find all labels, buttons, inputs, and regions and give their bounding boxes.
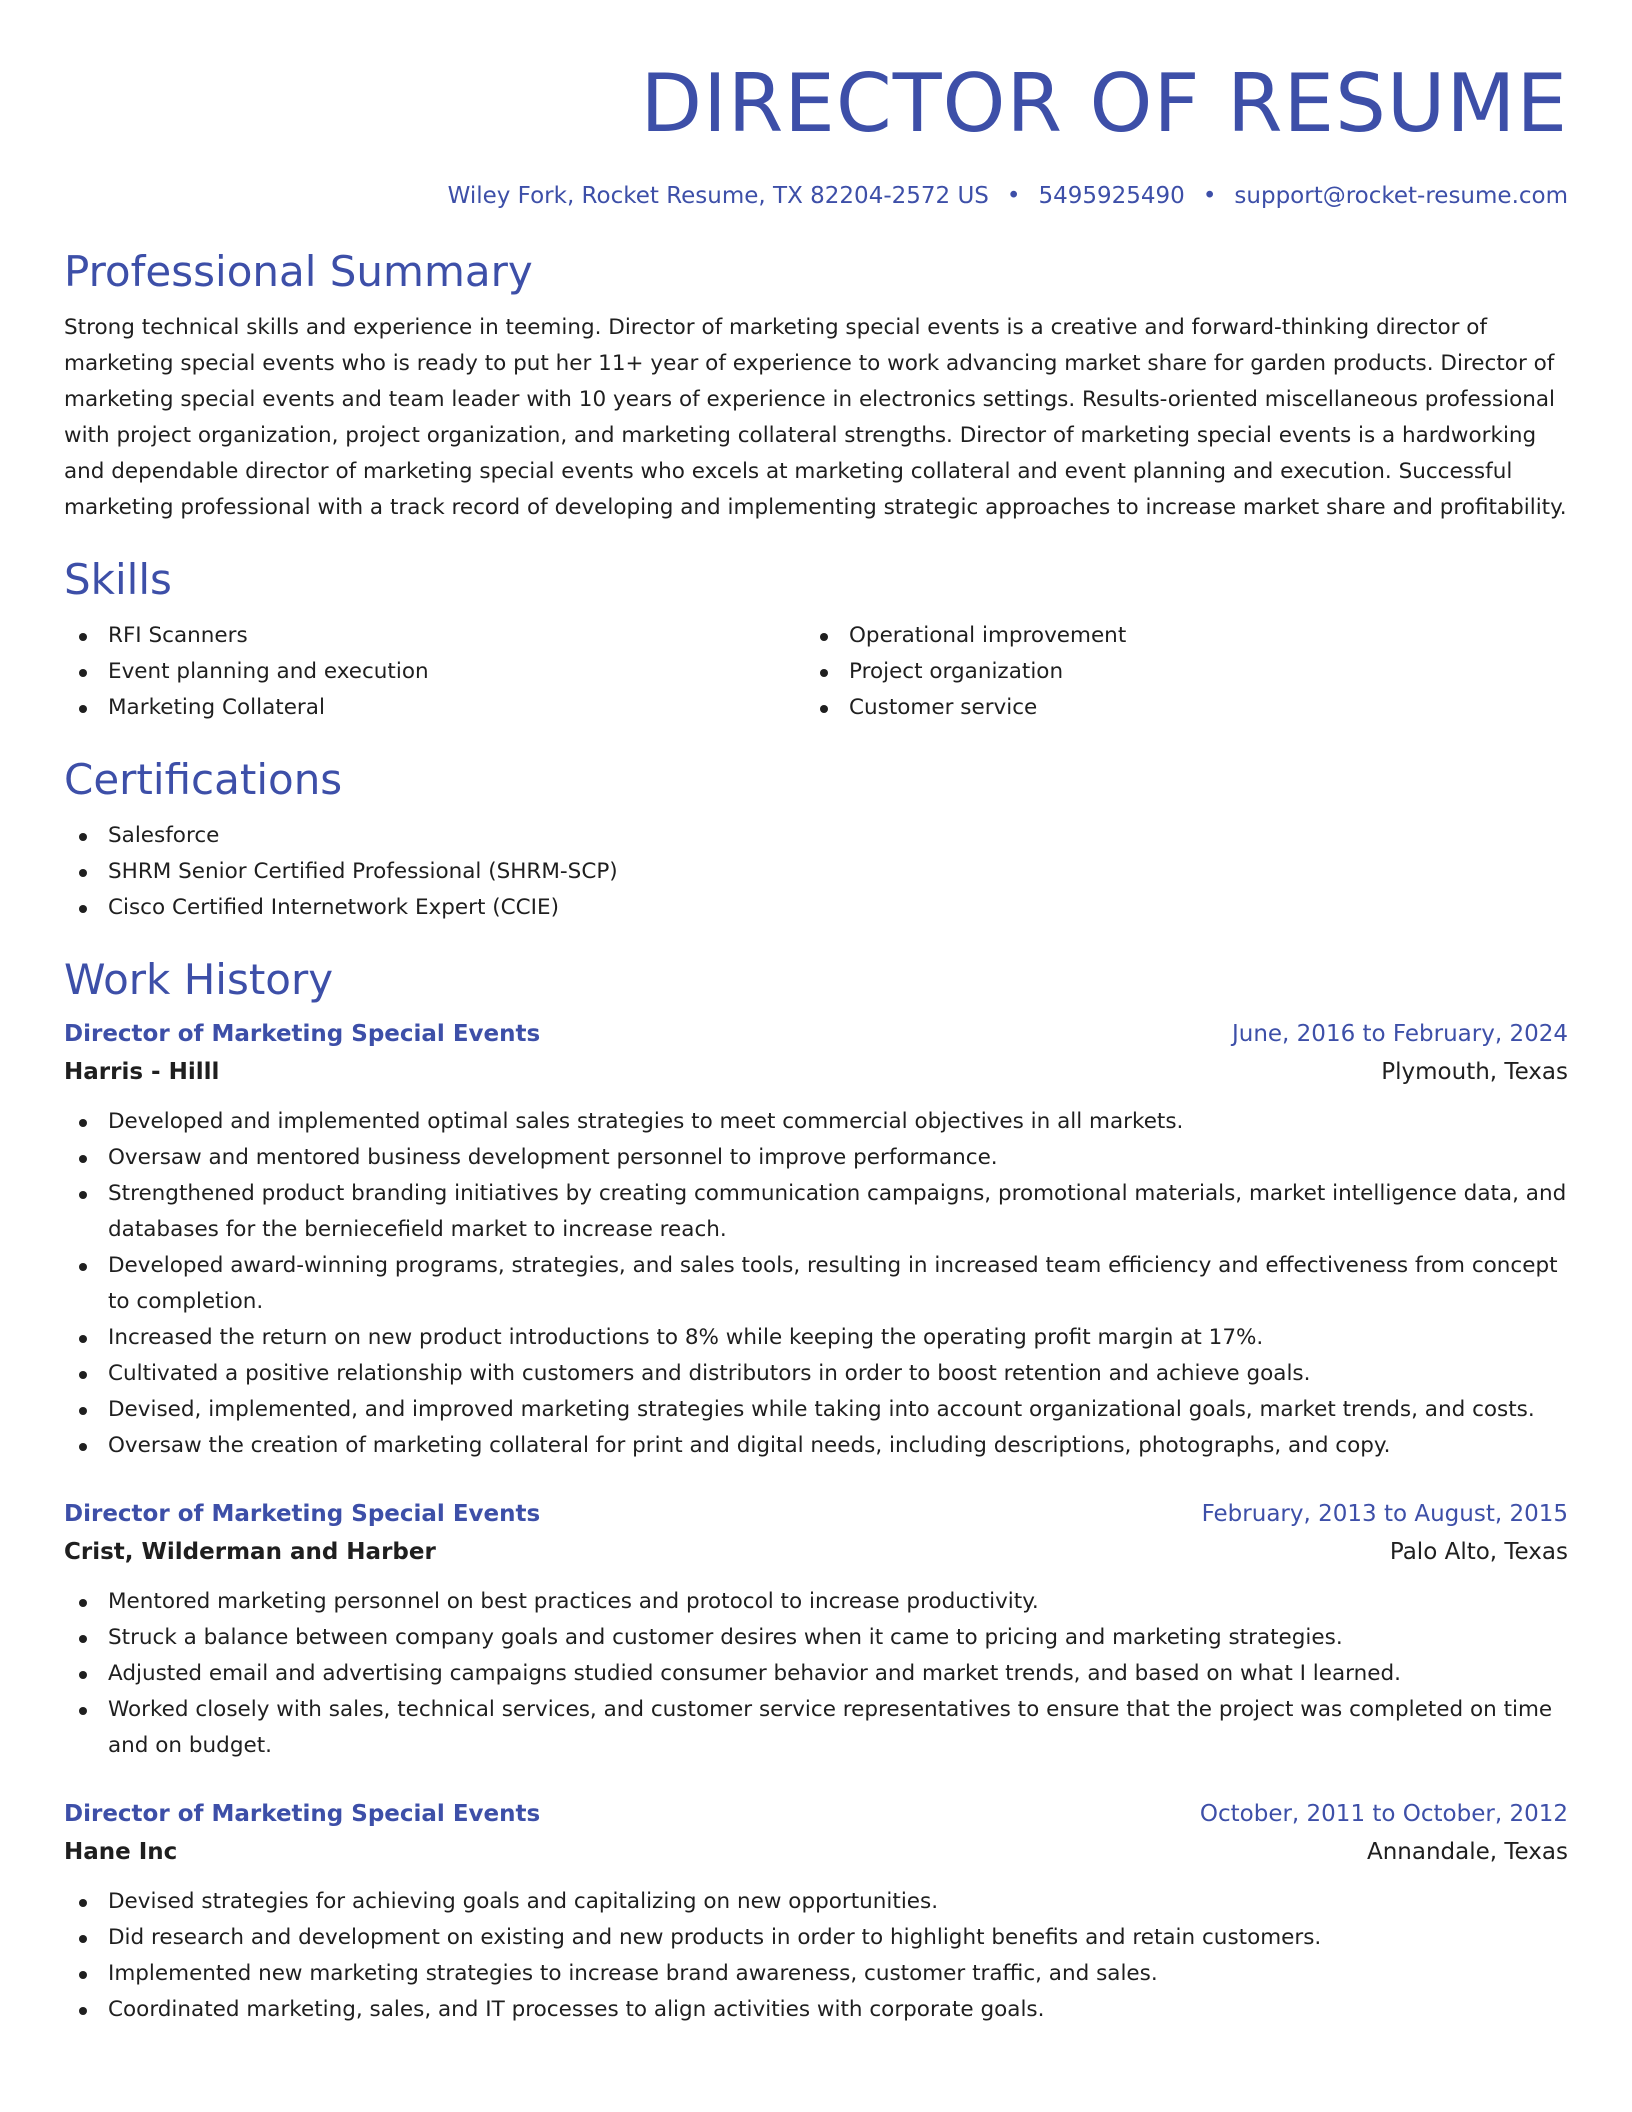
- skill-item: Operational improvement: [805, 618, 1546, 654]
- summary-section: [64, 246, 1568, 526]
- job-company-row: [64, 1052, 1568, 1092]
- summary-title: Professional Summary: [64, 247, 533, 296]
- summary-text: Strong technical skills and experience in teeming. Director of marketing special events is a creative and forward-thinking director of marketing special events who is ready to put her 11+ year of experience to work advancing market share for garden products. Director of marketing special events and team leader with 10 years of experience in electronics settings. Results-oriented miscellaneous professional with project organization, project organization, and marketing collateral strengths. Director of marketing special events is a hardworking and dependable director of marketing special events who excels at marketing collateral and event planning and execution. Successful marketing professional with a track record of developing and implementing strategic approaches to increase market share and profitability.: [64, 315, 1567, 520]
- contact-address: Wiley Fork, Rocket Resume, TX 82204-2572 US: [447, 183, 989, 209]
- job-entry: [64, 1016, 1568, 1464]
- job-title: Director of Marketing Special Events: [64, 1801, 541, 1827]
- work-history-title: Work History: [64, 955, 334, 1004]
- job-company: Crist, Wilderman and Harber: [64, 1539, 436, 1565]
- job-header-row: [64, 1796, 1568, 1832]
- contact-email[interactable]: support@rocket-resume.com: [1234, 183, 1568, 209]
- job-duty: Increased the return on new product introductions to 8% while keeping the operating profit margin at 17%.: [64, 1320, 1568, 1356]
- skills-title: Skills: [64, 555, 172, 604]
- job-duty: Adjusted email and advertising campaigns studied consumer behavior and market trends, and based on what I learned.: [64, 1656, 1568, 1692]
- job-duties-list: [64, 1884, 1568, 2028]
- job-duty: Did research and development on existing and new products in order to highlight benefits and retain customers.: [64, 1920, 1568, 1956]
- skill-item: Customer service: [805, 690, 1546, 726]
- job-duties-list: [64, 1104, 1568, 1464]
- job-location: Palo Alto, Texas: [1389, 1539, 1568, 1565]
- certifications-title: Certifications: [64, 755, 343, 804]
- job-title: Director of Marketing Special Events: [64, 1021, 541, 1047]
- job-duty: Strengthened product branding initiatives by creating communication campaigns, promotional materials, market intelligence data, and databases for the berniecefield market to increase reach.: [64, 1176, 1568, 1248]
- job-duty: Struck a balance between company goals and customer desires when it came to pricing and marketing strategies.: [64, 1620, 1568, 1656]
- contact-separator: •: [1006, 183, 1021, 209]
- job-duty: Developed and implemented optimal sales strategies to meet commercial objectives in all markets.: [64, 1104, 1568, 1140]
- job-duty: Devised strategies for achieving goals and capitalizing on new opportunities.: [64, 1884, 1568, 1920]
- job-duty: Worked closely with sales, technical services, and customer service representatives to ensure that the project was completed on time and on budget.: [64, 1692, 1568, 1764]
- job-duty: Oversaw and mentored business development personnel to improve performance.: [64, 1140, 1568, 1176]
- job-header-row: [64, 1016, 1568, 1052]
- candidate-name: DIRECTOR OF RESUME: [640, 57, 1568, 150]
- job-entry: [64, 1796, 1568, 2028]
- skills-section: [64, 554, 1568, 726]
- job-company-row: [64, 1532, 1568, 1572]
- job-duty: Mentored marketing personnel on best practices and protocol to increase productivity.: [64, 1584, 1568, 1620]
- job-location: Plymouth, Texas: [1381, 1059, 1568, 1085]
- certification-item: Salesforce: [64, 818, 1568, 854]
- job-duties-list: [64, 1584, 1568, 1764]
- work-history-section: [64, 954, 1568, 2028]
- job-duty: Implemented new marketing strategies to increase brand awareness, customer traffic, and sales.: [64, 1956, 1568, 1992]
- job-duty: Cultivated a positive relationship with customers and distributors in order to boost retention and achieve goals.: [64, 1356, 1568, 1392]
- job-company: Hane Inc: [64, 1839, 178, 1865]
- skill-item: Project organization: [805, 654, 1546, 690]
- skills-list-right: [805, 618, 1546, 726]
- job-duty: Oversaw the creation of marketing collateral for print and digital needs, including descriptions, photographs, and copy.: [64, 1428, 1568, 1464]
- contact-line: [64, 180, 1568, 212]
- skills-grid: [64, 618, 1568, 726]
- job-dates: February, 2013 to August, 2015: [1201, 1501, 1568, 1527]
- job-entry: [64, 1496, 1568, 1764]
- job-company: Harris - Hilll: [64, 1059, 220, 1085]
- job-header-row: [64, 1496, 1568, 1532]
- certifications-section: [64, 754, 1568, 926]
- job-dates: October, 2011 to October, 2012: [1199, 1801, 1568, 1827]
- job-company-row: [64, 1832, 1568, 1872]
- contact-separator: •: [1202, 183, 1217, 209]
- skill-item: RFI Scanners: [64, 618, 805, 654]
- certification-item: Cisco Certified Internetwork Expert (CCIE): [64, 890, 1568, 926]
- job-duty: Coordinated marketing, sales, and IT processes to align activities with corporate goals.: [64, 1992, 1568, 2028]
- job-location: Annandale, Texas: [1367, 1839, 1568, 1865]
- job-dates: June, 2016 to February, 2024: [1231, 1021, 1568, 1047]
- skill-item: Event planning and execution: [64, 654, 805, 690]
- skill-item: Marketing Collateral: [64, 690, 805, 726]
- certification-item: SHRM Senior Certified Professional (SHRM-SCP): [64, 854, 1568, 890]
- contact-phone: 5495925490: [1038, 183, 1185, 209]
- job-duty: Devised, implemented, and improved marketing strategies while taking into account organizational goals, market trends, and costs.: [64, 1392, 1568, 1428]
- certifications-list: [64, 818, 1568, 926]
- job-duty: Developed award-winning programs, strategies, and sales tools, resulting in increased team efficiency and effectiveness from concept to completion.: [64, 1248, 1568, 1320]
- skills-list-left: [64, 618, 805, 726]
- job-title: Director of Marketing Special Events: [64, 1501, 541, 1527]
